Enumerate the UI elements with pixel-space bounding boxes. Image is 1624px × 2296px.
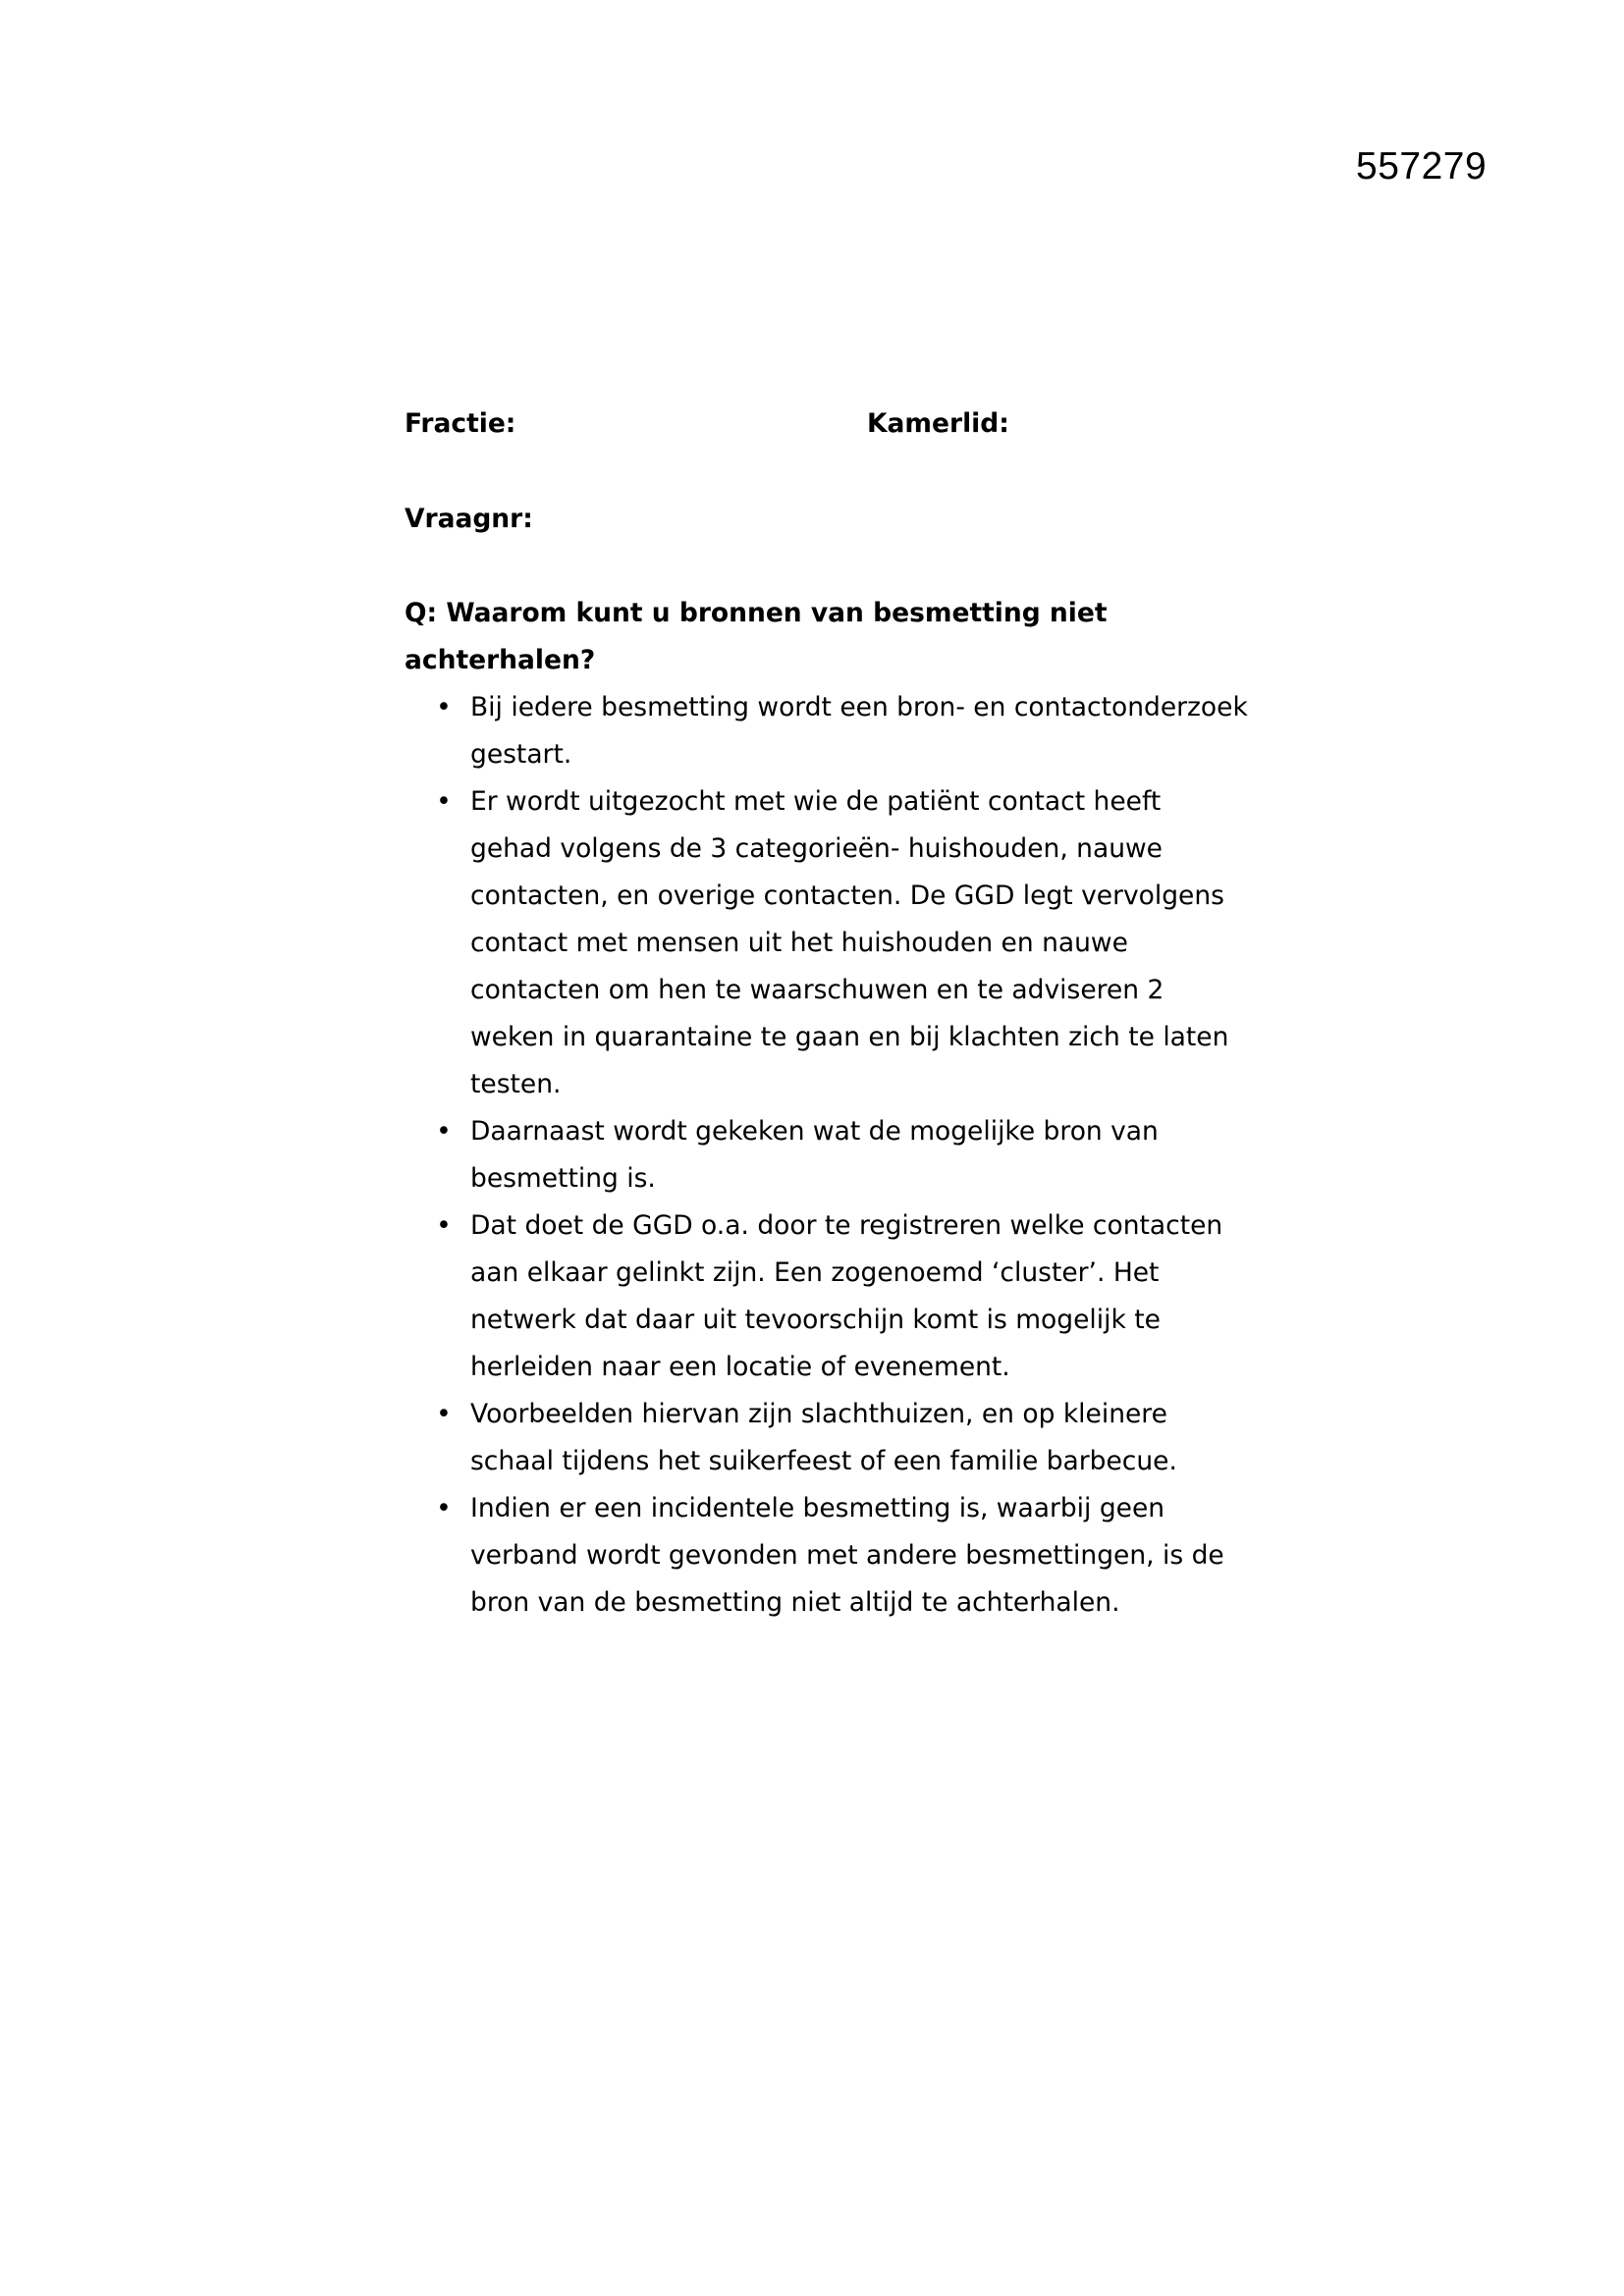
answer-text: Bij iedere besmetting wordt een bron- en contactonderzoek gestart. [470,692,1248,770]
bullet-icon: • [436,692,452,722]
vraagnr-row [405,496,1249,543]
answer-item [405,778,1249,1108]
answer-text: Voorbeelden hiervan zijn slachthuizen, en op kleinere schaal tijdens het suikerfeest of een familie barbecue. [470,1399,1177,1476]
answer-text: Daarnaast wordt gekeken wat de mogelijke bron van besmetting is. [470,1116,1159,1194]
document-id: 557279 [1356,145,1488,187]
answer-text: Er wordt uitgezocht met wie de patiënt contact heeft gehad volgens de 3 categorieën- huishouden, nauwe contacten, en overige contacten. De GGD legt vervolgens contact met mensen uit het huishouden en nauwe contacten om hen te waarschuwen en te adviseren 2 weken in quarantaine te gaan en bij klachten zich te laten testen. [470,786,1229,1099]
fractie-label: Fractie: [405,408,516,439]
document-body [405,400,1249,1627]
bullet-icon: • [436,1493,452,1523]
meta-row [405,400,1249,448]
answer-item [405,1485,1249,1627]
bullet-icon: • [436,1210,452,1241]
bullet-icon: • [436,786,452,817]
answer-item [405,684,1249,778]
question-heading: Q: Waarom kunt u bronnen van besmetting niet achterhalen? [405,598,1108,675]
answer-item [405,1391,1249,1485]
kamerlid-label: Kamerlid: [867,408,1009,439]
answer-item [405,1202,1249,1391]
bullet-icon: • [436,1399,452,1429]
answer-text: Indien er een incidentele besmetting is, waarbij geen verband wordt gevonden met andere besmettingen, is de bron van de besmetting niet altijd te achterhalen. [470,1493,1224,1618]
vraagnr-label: Vraagnr: [405,504,533,534]
answer-list [405,684,1249,1627]
answer-text: Dat doet de GGD o.a. door te registreren welke contacten aan elkaar gelinkt zijn. Een zogenoemd ‘cluster’. Het netwerk dat daar uit tevoorschijn komt is mogelijk te herleiden naar een locatie of evenement. [470,1210,1223,1382]
answer-item [405,1108,1249,1202]
bullet-icon: • [436,1116,452,1147]
